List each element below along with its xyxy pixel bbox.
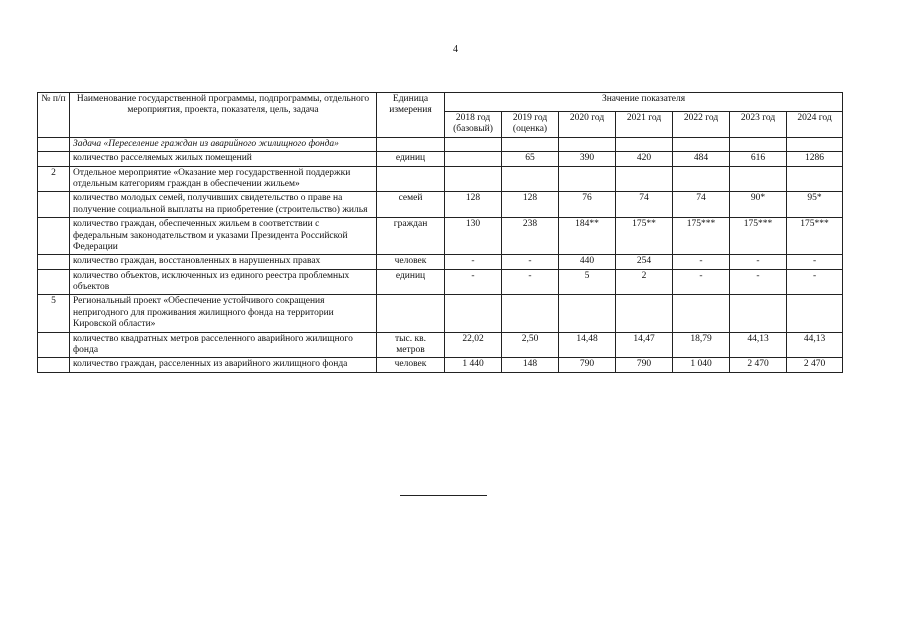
row-value: 5 — [559, 269, 616, 295]
row-name: количество квадратных метров расселенного аварийного жилищного фонда — [70, 332, 377, 358]
row-value — [730, 295, 787, 332]
row-value — [502, 295, 559, 332]
row-value — [787, 295, 843, 332]
row-unit: тыс. кв. метров — [377, 332, 445, 358]
row-value — [616, 166, 673, 192]
row-name: количество молодых семей, получивших свидетельство о праве на получение социальной выплаты на приобретение (строительство) жилья — [70, 192, 377, 218]
header-year: 2024 год — [787, 112, 843, 138]
row-value: 22,02 — [445, 332, 502, 358]
row-unit — [377, 295, 445, 332]
row-num — [38, 218, 70, 255]
row-value: 175*** — [787, 218, 843, 255]
row-value: 130 — [445, 218, 502, 255]
row-value: 1 440 — [445, 358, 502, 372]
row-value: 128 — [502, 192, 559, 218]
header-row — [38, 93, 843, 112]
table-row — [38, 166, 843, 192]
table-row — [38, 192, 843, 218]
row-value: 18,79 — [673, 332, 730, 358]
row-value — [730, 166, 787, 192]
header-year: 2018 год (базовый) — [445, 112, 502, 138]
row-unit: человек — [377, 358, 445, 372]
row-value: 95* — [787, 192, 843, 218]
row-name: количество объектов, исключенных из единого реестра проблемных объектов — [70, 269, 377, 295]
row-name: Региональный проект «Обеспечение устойчивого сокращения непригодного для проживания жилищного фонда на территории Кировской области» — [70, 295, 377, 332]
row-value: 128 — [445, 192, 502, 218]
row-unit: семей — [377, 192, 445, 218]
row-value: - — [445, 255, 502, 269]
row-value: 175*** — [730, 218, 787, 255]
row-value: 44,13 — [730, 332, 787, 358]
row-value: 14,48 — [559, 332, 616, 358]
footer-rule — [400, 495, 487, 496]
row-value — [673, 295, 730, 332]
row-num — [38, 192, 70, 218]
row-unit: единиц — [377, 152, 445, 166]
header-year: 2020 год — [559, 112, 616, 138]
row-num — [38, 255, 70, 269]
row-value — [445, 137, 502, 151]
row-value — [616, 137, 673, 151]
row-name: количество граждан, обеспеченных жильем в соответствии с федеральным законодательством и указами Президента Российской Федерации — [70, 218, 377, 255]
row-value: 616 — [730, 152, 787, 166]
row-value: 1286 — [787, 152, 843, 166]
row-num — [38, 358, 70, 372]
row-value: - — [673, 269, 730, 295]
row-num: 5 — [38, 295, 70, 332]
row-value: - — [787, 255, 843, 269]
header-unit: Единица измерения — [377, 93, 445, 138]
row-value — [445, 166, 502, 192]
row-name: Задача «Переселение граждан из аварийного жилищного фонда» — [70, 137, 377, 151]
header-year: 2022 год — [673, 112, 730, 138]
row-num — [38, 269, 70, 295]
row-num — [38, 332, 70, 358]
table-row — [38, 358, 843, 372]
row-value: 1 040 — [673, 358, 730, 372]
header-values: Значение показателя — [445, 93, 843, 112]
row-value: 148 — [502, 358, 559, 372]
row-value: 74 — [673, 192, 730, 218]
row-value — [730, 137, 787, 151]
row-value: 484 — [673, 152, 730, 166]
table-row — [38, 295, 843, 332]
row-value — [787, 137, 843, 151]
page-number: 4 — [453, 44, 458, 55]
row-value: 14,47 — [616, 332, 673, 358]
row-num — [38, 137, 70, 151]
row-value: 440 — [559, 255, 616, 269]
row-value: 390 — [559, 152, 616, 166]
row-value: 65 — [502, 152, 559, 166]
row-unit — [377, 137, 445, 151]
row-name: количество расселяемых жилых помещений — [70, 152, 377, 166]
row-value — [445, 152, 502, 166]
row-value: 420 — [616, 152, 673, 166]
row-name: Отдельное мероприятие «Оказание мер государственной поддержки отдельным категориям граждан в обеспечении жильем» — [70, 166, 377, 192]
row-value — [502, 137, 559, 151]
row-value: 2,50 — [502, 332, 559, 358]
table-row — [38, 152, 843, 166]
row-value: 184** — [559, 218, 616, 255]
row-value — [559, 295, 616, 332]
table-row — [38, 255, 843, 269]
row-value: 2 470 — [730, 358, 787, 372]
row-value: - — [445, 269, 502, 295]
row-value: - — [730, 255, 787, 269]
row-value: - — [673, 255, 730, 269]
row-name: количество граждан, восстановленных в нарушенных правах — [70, 255, 377, 269]
row-unit — [377, 166, 445, 192]
header-year: 2019 год (оценка) — [502, 112, 559, 138]
table-row — [38, 269, 843, 295]
row-value: 254 — [616, 255, 673, 269]
row-value: - — [730, 269, 787, 295]
row-value: 74 — [616, 192, 673, 218]
header-name: Наименование государственной программы, подпрограммы, отдельного мероприятия, проекта, показателя, цель, задача — [70, 93, 377, 138]
row-value — [616, 295, 673, 332]
row-value: 2 — [616, 269, 673, 295]
table-row — [38, 218, 843, 255]
row-value: - — [502, 269, 559, 295]
row-value: 175** — [616, 218, 673, 255]
row-unit: человек — [377, 255, 445, 269]
row-value — [559, 137, 616, 151]
row-value: - — [502, 255, 559, 269]
row-value: 790 — [616, 358, 673, 372]
row-value — [445, 295, 502, 332]
row-value — [673, 137, 730, 151]
header-year: 2021 год — [616, 112, 673, 138]
row-value: 175*** — [673, 218, 730, 255]
header-num: № п/п — [38, 93, 70, 138]
row-value: - — [787, 269, 843, 295]
row-value: 90* — [730, 192, 787, 218]
table-row — [38, 332, 843, 358]
row-value — [787, 166, 843, 192]
row-value: 2 470 — [787, 358, 843, 372]
indicator-table — [37, 92, 843, 373]
row-num: 2 — [38, 166, 70, 192]
table-row — [38, 137, 843, 151]
row-unit: единиц — [377, 269, 445, 295]
row-num — [38, 152, 70, 166]
row-value — [673, 166, 730, 192]
row-value: 44,13 — [787, 332, 843, 358]
row-value: 790 — [559, 358, 616, 372]
row-value — [559, 166, 616, 192]
header-year: 2023 год — [730, 112, 787, 138]
row-unit: граждан — [377, 218, 445, 255]
row-name: количество граждан, расселенных из аварийного жилищного фонда — [70, 358, 377, 372]
row-value: 238 — [502, 218, 559, 255]
row-value: 76 — [559, 192, 616, 218]
row-value — [502, 166, 559, 192]
